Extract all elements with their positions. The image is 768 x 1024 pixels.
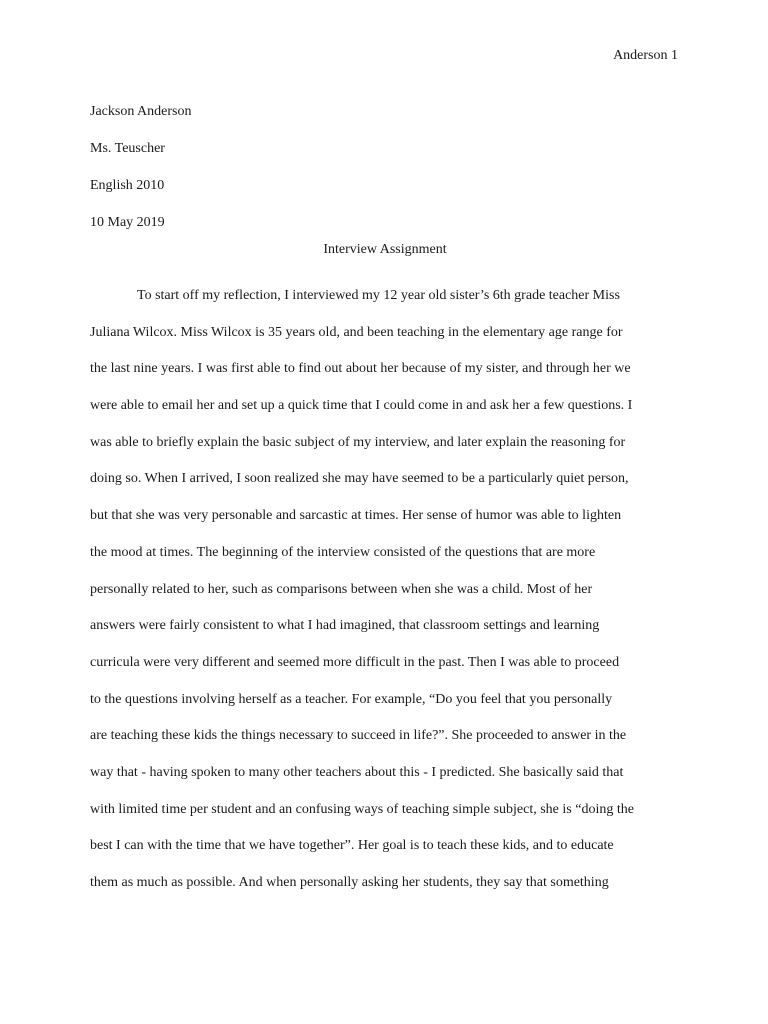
running-head: Anderson 1 bbox=[613, 48, 678, 63]
mla-heading bbox=[90, 93, 680, 241]
body-line: are teaching these kids the things necessary to succeed in life?”. She proceeded to answer in the bbox=[90, 728, 627, 744]
body-line: best I can with the time that we have together”. Her goal is to teach these kids, and to educate bbox=[90, 838, 614, 854]
body-line: answers were fairly consistent to what I had imagined, that classroom settings and learning bbox=[90, 618, 600, 634]
body-line: were able to email her and set up a quick time that I could come in and ask her a few questions. I bbox=[90, 398, 633, 414]
instructor-name: Ms. Teuscher bbox=[90, 141, 165, 156]
body-line: doing so. When I arrived, I soon realized she may have seemed to be a particularly quiet person, bbox=[90, 471, 629, 487]
body-line: with limited time per student and an confusing ways of teaching simple subject, she is “doing the bbox=[90, 801, 634, 817]
body-line: the last nine years. I was first able to find out about her because of my sister, and through her we bbox=[90, 361, 631, 377]
body-line: Juliana Wilcox. Miss Wilcox is 35 years old, and been teaching in the elementary age range for bbox=[90, 324, 623, 340]
body-line: way that - having spoken to many other teachers about this - I predicted. She basically said that bbox=[90, 764, 624, 780]
body-paragraph bbox=[90, 277, 690, 901]
body-line: the mood at times. The beginning of the interview consisted of the questions that are more bbox=[90, 544, 596, 560]
body-line: to the questions involving herself as a teacher. For example, “Do you feel that you personally bbox=[90, 691, 613, 707]
body-line: curricula were very different and seemed more difficult in the past. Then I was able to proceed bbox=[90, 654, 620, 670]
body-line: but that she was very personable and sarcastic at times. Her sense of humor was able to lighten bbox=[90, 508, 622, 524]
body-line: them as much as possible. And when personally asking her students, they say that something bbox=[90, 875, 609, 890]
body-line: was able to briefly explain the basic subject of my interview, and later explain the reasoning for bbox=[90, 434, 626, 450]
body-line: To start off my reflection, I interviewed my 12 year old sister’s 6th grade teacher Miss bbox=[137, 288, 620, 303]
document-title: Interview Assignment bbox=[323, 242, 447, 257]
author-name: Jackson Anderson bbox=[90, 104, 192, 119]
body-line: personally related to her, such as comparisons between when she was a child. Most of her bbox=[90, 581, 593, 597]
document-date: 10 May 2019 bbox=[90, 215, 165, 230]
course-name: English 2010 bbox=[90, 178, 165, 193]
